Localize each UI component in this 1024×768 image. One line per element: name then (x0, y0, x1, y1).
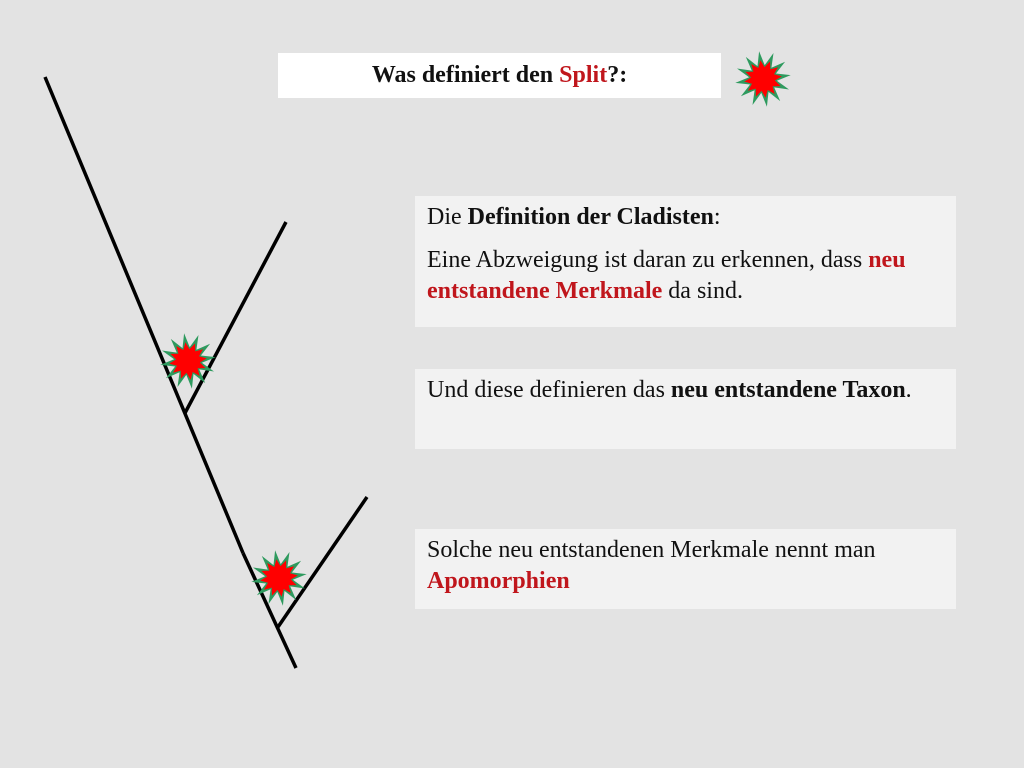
page-title (278, 53, 721, 98)
taxon-text-suffix: . (905, 377, 912, 403)
definition-text-highlight: neu entstandene Merkmale (427, 247, 906, 304)
definition-heading-prefix: Die (427, 204, 468, 230)
apomorphy-box (415, 529, 956, 609)
title-suffix: ?: (607, 62, 628, 88)
lower-branch (278, 497, 367, 627)
apomorphy-text (427, 535, 944, 597)
definition-text-suffix: da sind. (662, 278, 743, 304)
starburst-icon (735, 51, 790, 106)
taxon-text-bold: neu entstandene Taxon (670, 377, 906, 403)
taxon-text-body: Und diese definieren das (427, 377, 671, 403)
apomorphy-text-highlight: Apomorphien (427, 568, 570, 594)
main-stem-upper (45, 77, 243, 553)
definition-text-body: Eine Abzweigung ist daran zu erkennen, dass (427, 247, 869, 273)
title-highlight: Split (559, 62, 608, 88)
starburst-icon (160, 333, 215, 388)
title-text: Was definiert den (371, 62, 560, 88)
definition-heading (427, 202, 944, 233)
upper-branch (185, 222, 286, 413)
taxon-text (427, 375, 944, 406)
definition-heading-bold: Definition der Cladisten (467, 204, 714, 230)
taxon-box (415, 369, 956, 449)
definition-heading-suffix: : (713, 204, 721, 230)
definition-text (427, 245, 944, 307)
definition-box (415, 196, 956, 327)
apomorphy-text-body: Solche neu entstandenen Merkmale nennt man (427, 537, 876, 563)
